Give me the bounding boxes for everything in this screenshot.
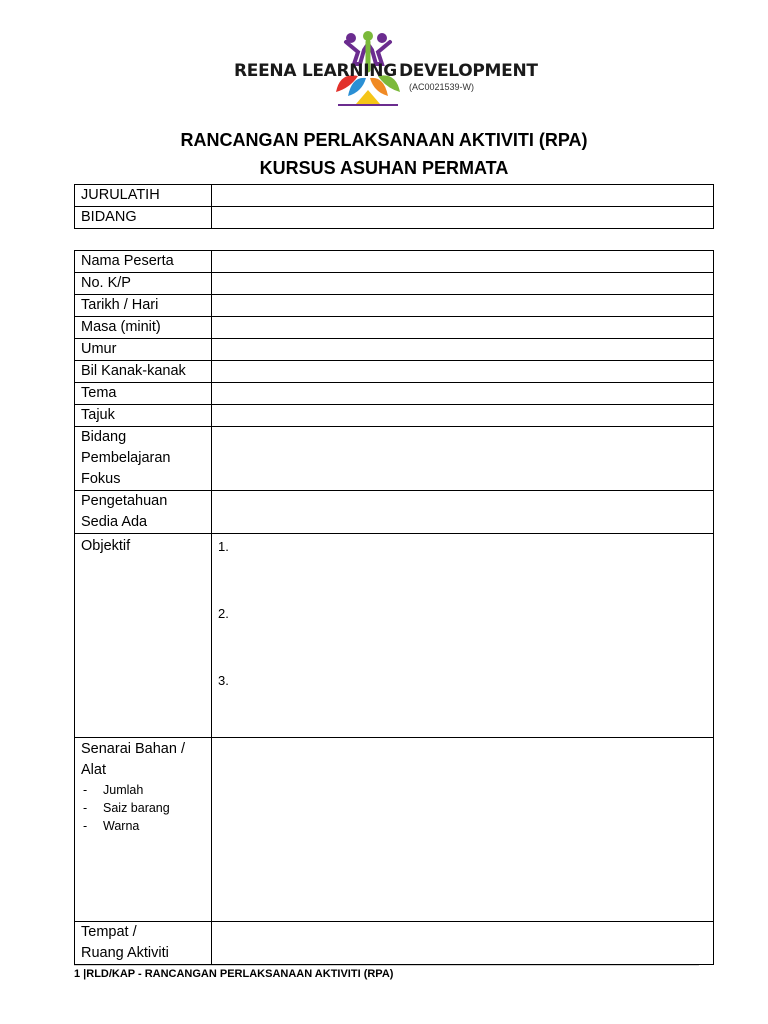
activity-table [74,250,714,965]
bidang-pembelajaran-label [75,427,212,491]
nama-peserta-field[interactable] [212,251,714,273]
sublist-item-warna: - Warna [81,817,211,835]
logo-name-right: DEVELOPMENT [399,61,538,81]
nama-peserta-label: Nama Peserta [75,251,212,273]
senarai-bahan-line1: Senarai Bahan / [81,741,185,757]
jurulatih-field[interactable] [212,185,714,207]
bidang-pembelajaran-line2: Pembelajaran [81,450,171,466]
bidang-label: BIDANG [75,207,212,229]
sublist-item-saiz: - Saiz barang [81,799,211,817]
page-footer: 1 |RLD/KAP - RANCANGAN PERLAKSANAAN AKTIVITI (RPA) [74,968,394,980]
logo-registration: (AC0021539-W) [409,82,475,92]
masa-label: Masa (minit) [75,317,212,339]
bidang-pembelajaran-line3: Fokus [81,471,121,487]
pengetahuan-line2: Sedia Ada [81,514,148,530]
objektif-item-3: 3. [218,673,229,688]
company-logo [218,30,538,110]
objektif-label: Objektif [75,534,212,738]
pengetahuan-field[interactable] [212,491,714,534]
no-kp-field[interactable] [212,273,714,295]
tempat-line2: Ruang Aktiviti [81,945,169,961]
senarai-bahan-line2: Alat [81,762,106,778]
senarai-bahan-field[interactable] [212,738,714,922]
tema-label: Tema [75,383,212,405]
document-title: RANCANGAN PERLAKSANAAN AKTIVITI (RPA) [180,130,588,150]
tempat-field[interactable] [212,922,714,965]
jurulatih-label: JURULATIH [75,185,212,207]
trainer-table [74,184,714,229]
tarikh-hari-label: Tarikh / Hari [75,295,212,317]
footer-divider [74,965,699,966]
umur-field[interactable] [212,339,714,361]
sublist-item-jumlah: - Jumlah [81,781,211,799]
senarai-bahan-sublist [81,781,211,835]
tempat-line1: Tempat / [81,924,137,940]
objektif-field[interactable] [212,534,714,738]
tempat-label [75,922,212,965]
logo-name-left: REENA LEARNING [234,61,397,81]
pengetahuan-line1: Pengetahuan [81,493,168,509]
tajuk-field[interactable] [212,405,714,427]
umur-label: Umur [75,339,212,361]
no-kp-label: No. K/P [75,273,212,295]
bidang-field[interactable] [212,207,714,229]
tema-field[interactable] [212,383,714,405]
bil-kanak-field[interactable] [212,361,714,383]
document-subtitle: KURSUS ASUHAN PERMATA [259,158,509,178]
pengetahuan-label [75,491,212,534]
masa-field[interactable] [212,317,714,339]
bidang-pembelajaran-line1: Bidang [81,429,127,445]
bil-kanak-label: Bil Kanak-kanak [75,361,212,383]
senarai-bahan-label [75,738,212,922]
objektif-item-1: 1. [218,539,229,554]
tajuk-label: Tajuk [75,405,212,427]
objektif-item-2: 2. [218,606,229,621]
tarikh-hari-field[interactable] [212,295,714,317]
bidang-pembelajaran-field[interactable] [212,427,714,491]
